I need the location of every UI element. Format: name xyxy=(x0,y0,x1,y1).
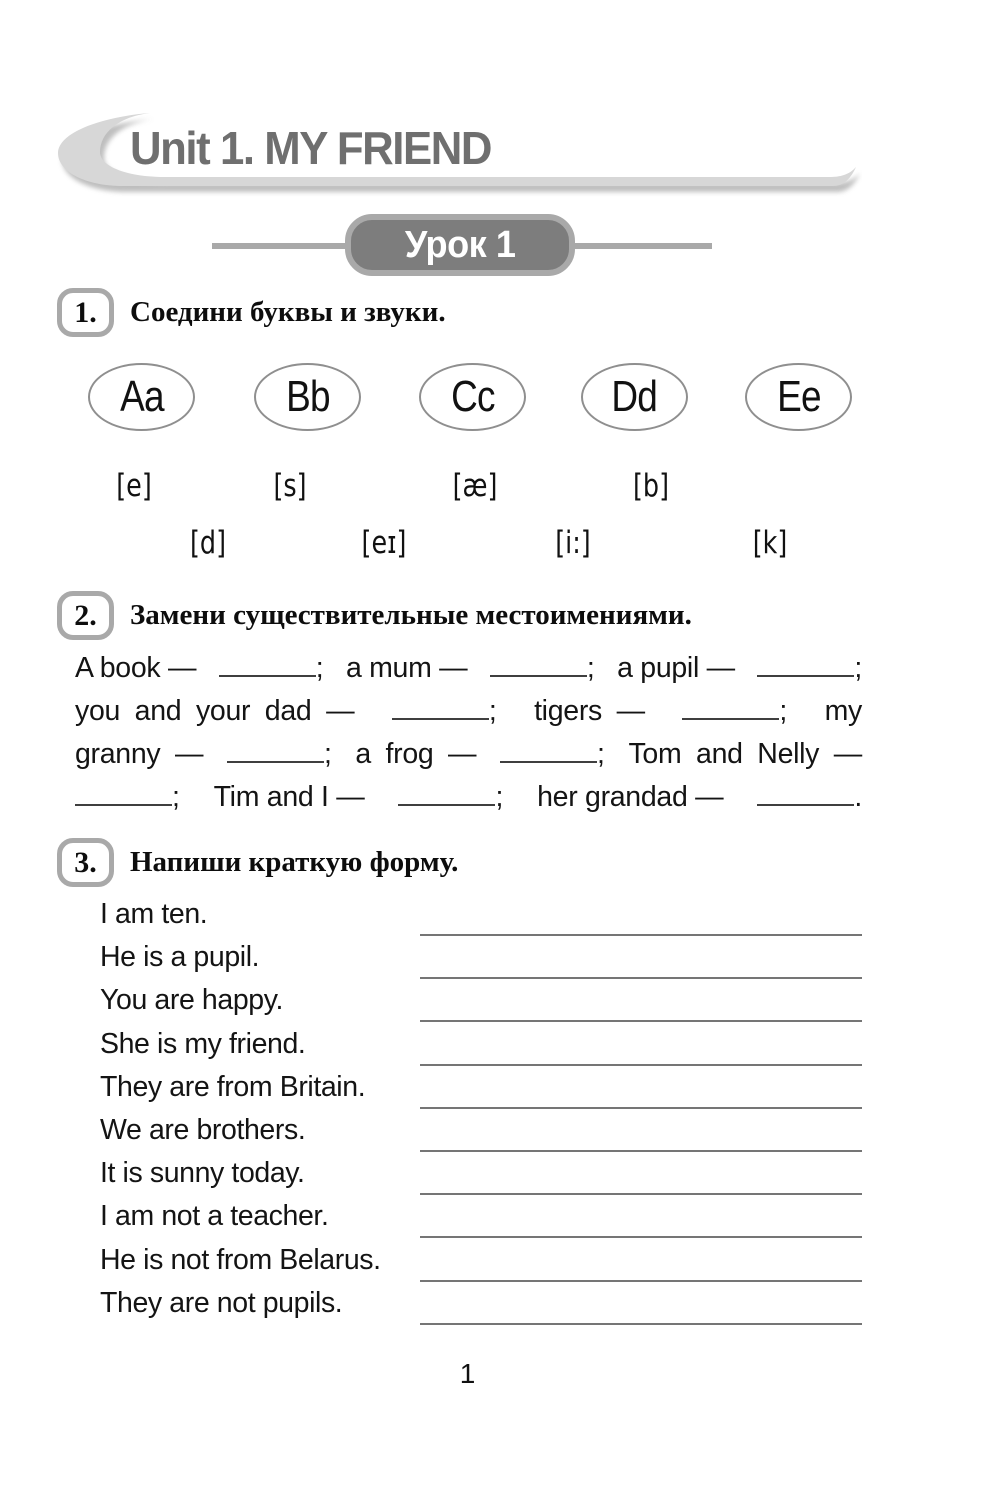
ex2-blank-group xyxy=(392,695,497,728)
letter-bb: Bb xyxy=(285,372,330,421)
letter-dd: Dd xyxy=(611,372,658,421)
ex3-list xyxy=(100,898,862,1330)
ex3-row xyxy=(100,1287,862,1330)
unit-title: Unit 1. MY FRIEND xyxy=(130,122,492,174)
sound-ae: [æ] xyxy=(452,468,498,504)
lesson-divider-left xyxy=(212,243,348,249)
sound-s: [s] xyxy=(273,468,307,504)
answer-line xyxy=(420,941,862,979)
ex2-number: 2. xyxy=(74,598,97,632)
letter-oval-bb xyxy=(254,363,361,431)
ex2-text: you and your dad — xyxy=(75,695,355,727)
ex3-sentence: She is my friend. xyxy=(100,1027,306,1060)
ex2-paragraph xyxy=(75,652,862,824)
page-number: 1 xyxy=(459,1358,476,1389)
ex3-instruction: Напиши краткую форму. xyxy=(130,846,459,878)
ex2-instruction: Замени существительные местоимениями. xyxy=(130,599,692,631)
letter-oval-cc xyxy=(419,363,526,431)
ex3-sentence: I am ten. xyxy=(100,898,208,930)
ex2-text: tigers — xyxy=(534,695,645,727)
ex3-sentence: They are from Britain. xyxy=(100,1070,366,1103)
ex3-number-box xyxy=(57,838,114,887)
ex2-text: ; xyxy=(854,652,862,684)
ex3-row xyxy=(100,1244,862,1287)
ex2-text: my xyxy=(824,695,862,727)
ex2-text: ; xyxy=(495,781,504,813)
answer-line xyxy=(420,984,862,1022)
ex2-text: a mum — xyxy=(345,652,468,684)
ex2-text: granny — xyxy=(75,738,204,770)
ex3-row xyxy=(100,1157,862,1200)
ex2-text: ; xyxy=(586,652,595,684)
ex3-row xyxy=(100,1114,862,1157)
ex2-text: a frog — xyxy=(355,738,477,770)
ex3-sentence: He is a pupil. xyxy=(100,941,260,974)
ex3-row xyxy=(100,1200,862,1243)
ex2-text: ; xyxy=(323,738,332,770)
ex3-row xyxy=(100,941,862,984)
ex2-blank-group xyxy=(398,781,503,814)
ex3-sentence: We are brothers. xyxy=(100,1113,306,1146)
ex3-sentence: He is not from Belarus. xyxy=(100,1243,381,1276)
answer-blank xyxy=(75,804,172,806)
answer-blank xyxy=(500,761,597,763)
ex2-blank-group xyxy=(75,781,180,814)
ex2-blank-group xyxy=(490,652,595,685)
ex2-blank-group xyxy=(757,781,862,814)
letter-oval-ee xyxy=(745,363,852,431)
ex3-row xyxy=(100,1071,862,1114)
letter-oval-dd xyxy=(581,363,688,431)
ex2-blank-group xyxy=(500,738,605,771)
lesson-badge-label: Урок 1 xyxy=(404,223,516,266)
answer-line xyxy=(420,1114,862,1152)
answer-blank xyxy=(757,675,854,677)
ex2-blank-group xyxy=(757,652,862,685)
ex2-text: Tom and Nelly — xyxy=(628,738,862,770)
ex3-row xyxy=(100,984,862,1027)
sound-k: [k] xyxy=(752,525,788,561)
sound-e: [e] xyxy=(116,468,152,504)
sound-ei: [eɪ] xyxy=(361,525,407,561)
lesson-divider-right xyxy=(572,243,712,249)
letter-oval-aa xyxy=(88,363,195,431)
ex2-blank-group xyxy=(219,652,324,685)
ex2-text: ; xyxy=(488,695,497,727)
ex2-text: Tim and I — xyxy=(213,781,365,813)
letter-cc: Cc xyxy=(450,372,495,421)
answer-line xyxy=(420,898,862,936)
lesson-badge xyxy=(345,214,575,276)
answer-blank xyxy=(392,718,489,720)
ex2-text: ; xyxy=(779,695,787,727)
ex2-blank-group xyxy=(227,738,332,771)
answer-blank xyxy=(398,804,495,806)
ex2-number-box xyxy=(57,591,114,640)
ex2-text: ; xyxy=(315,652,324,684)
ex2-line-3 xyxy=(75,738,862,781)
answer-line xyxy=(420,1028,862,1066)
answer-line xyxy=(420,1200,862,1238)
ex2-line-1 xyxy=(75,652,862,695)
answer-line xyxy=(420,1287,862,1325)
ex2-text: ; xyxy=(597,738,605,770)
answer-blank xyxy=(490,675,587,677)
ex2-text: A book — xyxy=(75,652,197,684)
letter-aa: Aa xyxy=(119,372,164,421)
sound-b: [b] xyxy=(633,468,669,504)
answer-blank xyxy=(227,761,324,763)
answer-blank xyxy=(682,718,779,720)
answer-blank xyxy=(757,804,854,806)
ex1-number: 1. xyxy=(74,295,97,329)
ex2-text: her grandad — xyxy=(537,781,724,813)
ex3-number: 3. xyxy=(74,845,97,879)
ex2-line-4 xyxy=(75,781,862,824)
ex1-number-box xyxy=(57,288,114,337)
ex2-blank-group xyxy=(682,695,787,728)
ex2-text: ; xyxy=(172,781,180,813)
sound-d: [d] xyxy=(190,525,226,561)
answer-line xyxy=(420,1157,862,1195)
ex3-sentence: They are not pupils. xyxy=(100,1286,343,1319)
sound-ii: [i:] xyxy=(555,525,591,561)
answer-line xyxy=(420,1071,862,1109)
ex3-row xyxy=(100,898,862,941)
answer-line xyxy=(420,1244,862,1282)
letter-ee: Ee xyxy=(776,372,821,421)
ex3-sentence: You are happy. xyxy=(100,984,283,1017)
ex2-text: . xyxy=(854,781,862,813)
ex3-sentence: It is sunny today. xyxy=(100,1157,305,1190)
ex3-row xyxy=(100,1028,862,1071)
ex3-sentence: I am not a teacher. xyxy=(100,1200,329,1233)
ex1-instruction: Соедини буквы и звуки. xyxy=(130,296,446,328)
ex2-text: a pupil — xyxy=(617,652,735,684)
ex2-line-2 xyxy=(75,695,862,738)
answer-blank xyxy=(219,675,316,677)
